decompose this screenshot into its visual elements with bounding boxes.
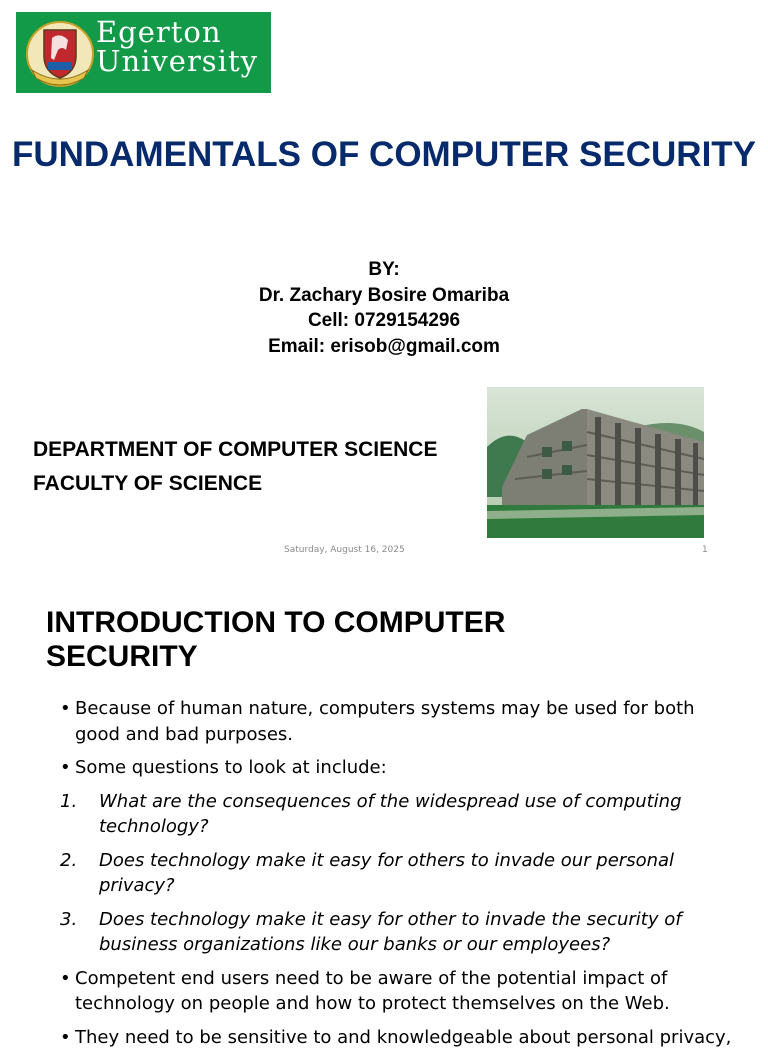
slide-2-title-line-1: INTRODUCTION TO COMPUTER — [46, 606, 506, 639]
number-marker: 3. — [60, 908, 78, 930]
presentation-title: FUNDAMENTALS OF COMPUTER SECURITY — [11, 135, 757, 174]
bullet-marker: • — [60, 698, 71, 719]
slide-2-body — [60, 696, 740, 1058]
slide-2-title — [46, 606, 505, 674]
department-block — [33, 433, 437, 501]
logo-wordmark — [96, 15, 258, 78]
logo-line-2: University — [96, 44, 258, 78]
list-item-text: Some questions to look at include: — [75, 757, 387, 778]
faculty-name: FACULTY OF SCIENCE — [33, 472, 263, 495]
by-label: BY: — [368, 259, 400, 280]
author-cell: Cell: 0729154296 — [307, 310, 461, 331]
list-item — [60, 966, 740, 1017]
department-name: DEPARTMENT OF COMPUTER SCIENCE — [33, 438, 438, 461]
author-block — [0, 257, 768, 359]
numbered-item — [60, 789, 740, 840]
campus-building-photo — [487, 387, 704, 538]
egerton-university-logo — [16, 12, 271, 93]
list-item-text: Because of human nature, computers systems may be used for both good and bad purposes. — [75, 698, 695, 745]
bullet-marker: • — [60, 757, 71, 778]
number-marker: 1. — [60, 790, 78, 812]
list-item-text: They need to be sensitive to and knowledgeable about personal privacy, — [75, 1026, 732, 1048]
bullet-marker: • — [60, 967, 71, 989]
footer-date: Saturday, August 16, 2025 — [284, 545, 405, 555]
bullet-marker: • — [60, 1026, 71, 1048]
list-item-text: Competent end users need to be aware of the potential impact of technology on people and how to protect themselves on the Web. — [75, 967, 670, 1014]
author-email: Email: erisob@gmail.com — [268, 335, 500, 357]
numbered-item — [60, 907, 740, 958]
numbered-item-text: What are the consequences of the widespread use of computing technology? — [99, 790, 682, 837]
logo-line-1: Egerton — [96, 15, 222, 49]
list-item — [60, 696, 740, 747]
list-item — [60, 755, 740, 781]
numbered-item-text: Does technology make it easy for others to invade our personal privacy? — [99, 849, 675, 896]
numbered-item — [60, 848, 740, 899]
number-marker: 2. — [60, 849, 78, 871]
list-item — [60, 1025, 740, 1051]
slide-number: 1 — [702, 545, 708, 555]
numbered-item-text: Does technology make it easy for other to invade the security of business organizations like our banks or our employees? — [99, 908, 682, 955]
author-name: Dr. Zachary Bosire Omariba — [258, 284, 510, 306]
slide-2-title-line-2: SECURITY — [46, 640, 198, 673]
university-crest-icon — [24, 16, 96, 88]
